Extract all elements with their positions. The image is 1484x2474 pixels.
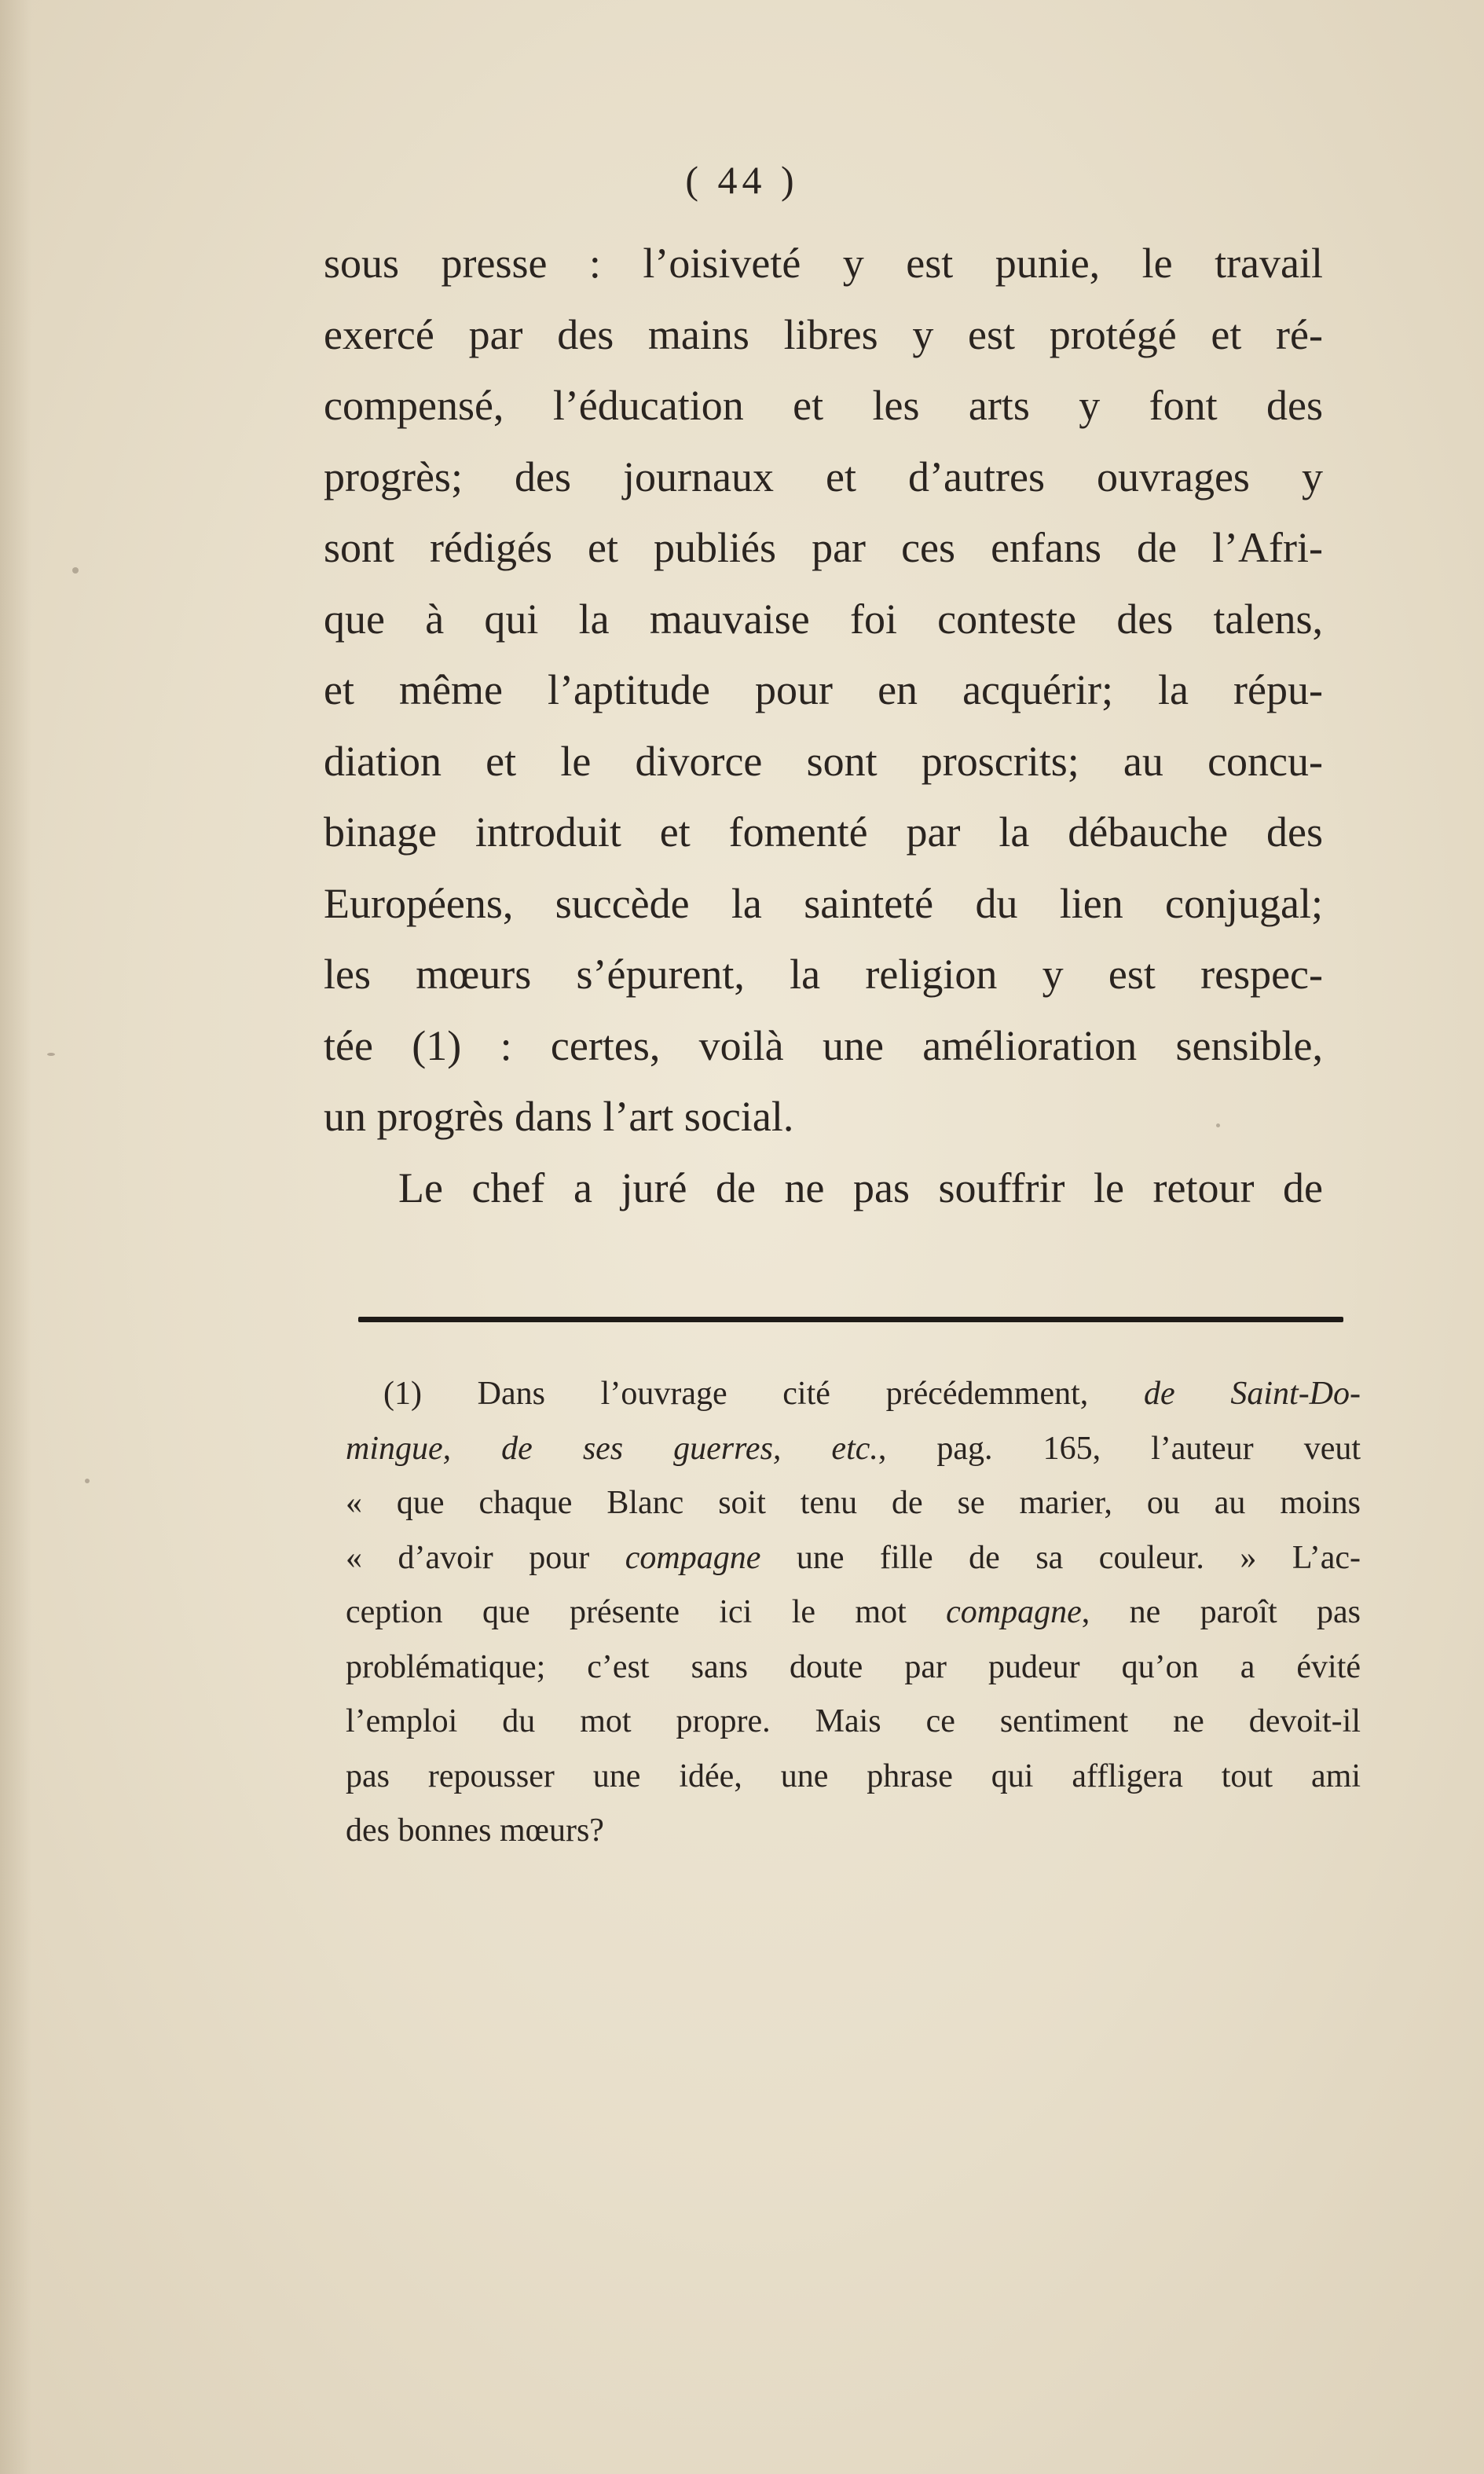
footnote-line bbox=[346, 1585, 1361, 1640]
paper-speck bbox=[1216, 1123, 1220, 1127]
footnote-text: « d’avoir pour bbox=[346, 1539, 625, 1576]
footnote-separator-rule bbox=[358, 1317, 1343, 1322]
text-line: compensé, l’éducation et les arts y font des bbox=[324, 382, 1323, 429]
footnote-line: problématique; c’est sans doute par pudeur qu’on a évité bbox=[346, 1648, 1361, 1685]
footnote bbox=[346, 1367, 1361, 1859]
text-line: sont rédigés et publiés par ces enfans de l’Afri- bbox=[324, 524, 1323, 571]
page-number: ( 44 ) bbox=[685, 158, 799, 202]
footnote-italic-text: compagne bbox=[625, 1539, 761, 1576]
text-line: un progrès dans l’art social. bbox=[324, 1093, 794, 1140]
text-line: binage introduit et fomenté par la débauche des bbox=[324, 808, 1323, 856]
footnote-text: , pag. 165, l’auteur veut bbox=[878, 1430, 1361, 1467]
text-line: Européens, succède la sainteté du lien conjugal; bbox=[324, 879, 1323, 927]
text-line: et même l’aptitude pour en acquérir; la répu- bbox=[324, 666, 1323, 713]
text-line: diation et le divorce sont proscrits; au concu- bbox=[324, 737, 1323, 785]
footnote-text: ception que présente ici le mot bbox=[346, 1594, 947, 1630]
footnote-italic-text: de Saint-Do- bbox=[1144, 1376, 1361, 1412]
footnote-text: (1) Dans l’ouvrage cité précédemment, bbox=[383, 1376, 1145, 1412]
footnote-line bbox=[346, 1422, 1361, 1477]
text-line: exercé par des mains libres y est protégé et ré- bbox=[324, 310, 1323, 358]
footnote-text: , ne paroît pas bbox=[1081, 1594, 1361, 1630]
text-line: sous presse : l’oisiveté y est punie, le travail bbox=[324, 240, 1323, 287]
footnote-line bbox=[346, 1531, 1361, 1586]
footnote-line: l’emploi du mot propre. Mais ce sentiment ne devoit-il bbox=[346, 1703, 1361, 1739]
footnote-line: pas repousser une idée, une phrase qui affligera tout ami bbox=[346, 1757, 1361, 1794]
paper-speck bbox=[47, 1053, 55, 1056]
main-text bbox=[324, 228, 1323, 1223]
text-line: les mœurs s’épurent, la religion y est respec- bbox=[324, 951, 1323, 998]
paper-speck bbox=[72, 567, 79, 574]
footnote-text: une fille de sa couleur. » L’ac- bbox=[760, 1539, 1361, 1576]
footnote-italic-text: mingue, de ses guerres, etc. bbox=[346, 1430, 878, 1467]
footnote-line: « que chaque Blanc soit tenu de se marier, ou au moins bbox=[346, 1485, 1361, 1521]
page-gutter-shadow bbox=[0, 0, 31, 2474]
footnote-italic-text: compagne bbox=[946, 1594, 1082, 1630]
paper-speck bbox=[85, 1479, 90, 1483]
text-line: progrès; des journaux et d’autres ouvrages y bbox=[324, 453, 1323, 500]
text-line: que à qui la mauvaise foi conteste des talens, bbox=[324, 595, 1323, 643]
footnote-line: des bonnes mœurs? bbox=[346, 1812, 604, 1849]
text-line: tée (1) : certes, voilà une amélioration sensible, bbox=[324, 1021, 1323, 1069]
footnote-line bbox=[346, 1367, 1361, 1422]
paragraph-start-line: Le chef a juré de ne pas souffrir le retour de bbox=[398, 1164, 1323, 1211]
